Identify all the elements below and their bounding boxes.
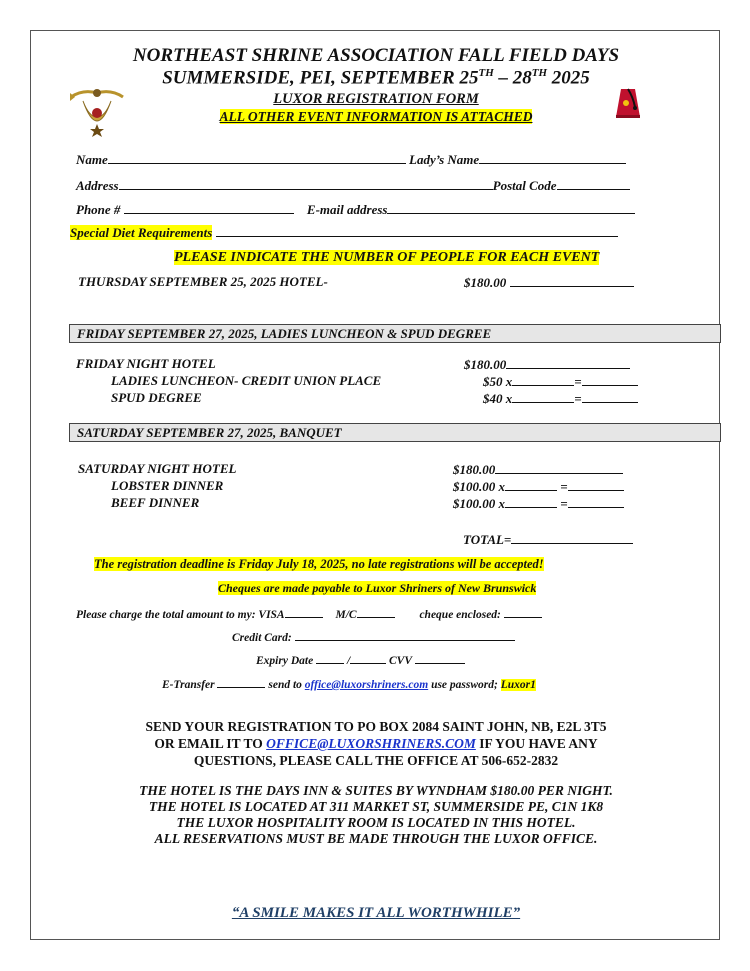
etransfer-row: E-Transfer send to office@luxorshriners.com use password; Luxor1 xyxy=(162,675,536,691)
spud-degree-label: SPUD DEGREE xyxy=(111,390,202,405)
friday-section-header: FRIDAY SEPTEMBER 27, 2025, LADIES LUNCHEON & SPUD DEGREE xyxy=(69,324,721,343)
hotel-info-line: THE HOTEL IS THE DAYS INN & SUITES BY WYNDHAM $180.00 PER NIGHT. xyxy=(139,783,613,798)
address-field[interactable]: Address Postal Code xyxy=(76,177,630,194)
lady-name-label: Lady’s Name xyxy=(409,152,480,167)
instruction: PLEASE INDICATE THE NUMBER OF PEOPLE FOR EACH EVENT xyxy=(174,250,600,265)
beef-dinner-label: BEEF DINNER xyxy=(111,495,200,510)
event-location-dates: SUMMERSIDE, PEI, SEPTEMBER 25TH – 28TH 2025 xyxy=(162,67,590,89)
saturday-hotel-label: SATURDAY NIGHT HOTEL xyxy=(78,461,237,476)
instruction-row xyxy=(174,248,599,266)
fez-hat-icon xyxy=(613,85,643,121)
friday-hotel-entry[interactable]: $180.00 xyxy=(464,356,630,373)
hotel-info-line: THE LUXOR HOSPITALITY ROOM IS LOCATED IN THIS HOTEL. xyxy=(176,815,576,830)
cheques-notice: Cheques are made payable to Luxor Shriners of New Brunswick xyxy=(218,581,537,595)
payment-method-row: Please charge the total amount to my: VISA M/C cheque enclosed: xyxy=(76,605,542,621)
thursday-hotel-entry[interactable]: $180.00 xyxy=(464,274,634,291)
event-title: NORTHEAST SHRINE ASSOCIATION FALL FIELD DAYS xyxy=(132,45,620,66)
deadline-row xyxy=(94,555,544,573)
cheque-blank[interactable] xyxy=(504,605,542,618)
shrine-emblem-icon xyxy=(67,83,127,138)
visa-blank[interactable] xyxy=(285,605,323,618)
hotel-info-line: THE HOTEL IS LOCATED AT 311 MARKET ST, SUMMERSIDE PE, C1N 1K8 xyxy=(148,799,604,814)
etransfer-password: Luxor1 xyxy=(500,679,536,691)
send-registration-line1: SEND YOUR REGISTRATION TO PO BOX 2084 SAINT JOHN, NB, E2L 3T5 xyxy=(145,719,607,734)
expiry-cvv-field[interactable]: Expiry Date / CVV xyxy=(256,651,465,667)
postal-code-label: Postal Code xyxy=(492,178,557,193)
attached-note: ALL OTHER EVENT INFORMATION IS ATTACHED xyxy=(219,109,533,124)
mc-blank[interactable] xyxy=(357,605,395,618)
saturday-section-header: SATURDAY SEPTEMBER 27, 2025, BANQUET xyxy=(69,423,721,442)
thursday-hotel-label: THURSDAY SEPTEMBER 25, 2025 HOTEL- xyxy=(78,274,328,289)
ladies-luncheon-label: LADIES LUNCHEON- CREDIT UNION PLACE xyxy=(111,373,382,388)
diet-field[interactable]: Special Diet Requirements xyxy=(70,224,618,241)
ladies-luncheon-entry[interactable]: $50 x = xyxy=(483,373,638,390)
cheques-row xyxy=(218,579,536,597)
lobster-dinner-label: LOBSTER DINNER xyxy=(111,478,224,493)
registration-form-page xyxy=(30,30,720,940)
deadline-notice: The registration deadline is Friday July 18, 2025, no late registrations will be accepted! xyxy=(94,557,544,571)
phone-field[interactable]: Phone # E-mail address xyxy=(76,201,635,218)
name-field[interactable]: Name Lady’s Name xyxy=(76,151,626,168)
form-title: LUXOR REGISTRATION FORM xyxy=(273,91,479,107)
friday-hotel-label: FRIDAY NIGHT HOTEL xyxy=(76,356,216,371)
send-registration-line3: QUESTIONS, PLEASE CALL THE OFFICE AT 506-652-2832 xyxy=(193,753,559,768)
send-registration-line2: OR EMAIL IT TO OFFICE@LUXORSHRINERS.COM IF YOU HAVE ANY xyxy=(154,736,598,751)
saturday-hotel-entry[interactable]: $180.00 xyxy=(453,461,623,478)
email-label: E-mail address xyxy=(306,202,388,217)
beef-dinner-entry[interactable]: $100.00 x = xyxy=(453,495,624,512)
total-field[interactable]: TOTAL= xyxy=(463,531,633,548)
spud-degree-entry[interactable]: $40 x = xyxy=(483,390,638,407)
lobster-dinner-entry[interactable]: $100.00 x = xyxy=(453,478,624,495)
credit-card-field[interactable]: Credit Card: xyxy=(232,628,515,644)
motto: “A SMILE MAKES IT ALL WORTHWHILE” xyxy=(231,905,521,921)
office-email-link[interactable]: OFFICE@LUXORSHRINERS.COM xyxy=(266,736,476,751)
hotel-info-line: ALL RESERVATIONS MUST BE MADE THROUGH THE LUXOR OFFICE. xyxy=(154,831,598,846)
etransfer-email-link[interactable]: office@luxorshriners.com xyxy=(304,679,429,691)
